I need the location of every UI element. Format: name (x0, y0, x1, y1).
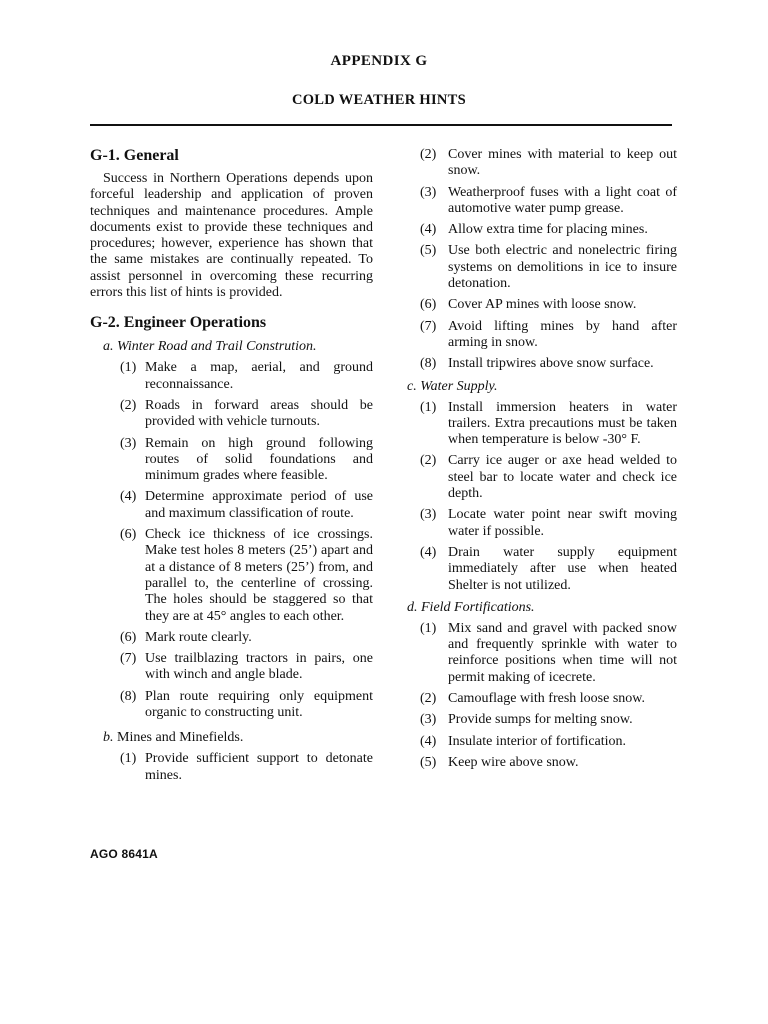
item-number: (6) (120, 527, 137, 543)
item-number: (8) (120, 688, 137, 704)
item-text: Mix sand and gravel with packed snow and frequently sprinkle with water to reinforce positions when time will not permit making of icecrete. (448, 620, 677, 685)
list-item (407, 319, 677, 352)
list-item (90, 527, 373, 625)
list-item (407, 755, 677, 771)
list-item (407, 545, 677, 594)
item-text: Mark route clearly. (145, 629, 252, 645)
subsection-letter: c. (407, 378, 417, 394)
page-title: COLD WEATHER HINTS (291, 92, 467, 108)
list-item (407, 712, 677, 728)
item-text: Cover mines with material to keep out snow. (448, 147, 677, 179)
item-text: Roads in forward areas should be provided with vehicle turnouts. (145, 397, 373, 430)
list-item (407, 222, 677, 238)
item-number: (4) (420, 222, 437, 238)
item-list-b (90, 751, 373, 784)
list-item (407, 400, 677, 449)
item-number: (2) (120, 397, 137, 413)
item-number: (2) (420, 147, 437, 162)
subsection-letter: b. (103, 730, 114, 746)
section-heading-g1: G-1. General (90, 147, 179, 164)
appendix-label: APPENDIX G (330, 53, 428, 69)
item-text: Insulate interior of fortification. (448, 733, 627, 749)
subsection-title: Field Fortifications. (421, 599, 535, 615)
item-number: (3) (420, 184, 437, 200)
subsection-letter: d. (407, 599, 418, 615)
subsection-title: Mines and Minefields. (117, 730, 244, 746)
list-item (407, 243, 677, 292)
item-text: Provide sumps for melting snow. (448, 712, 633, 728)
subsection-title: Winter Road and Trail Constrution. (117, 339, 317, 355)
item-text: Install tripwires above snow surface. (448, 356, 654, 372)
item-number: (7) (420, 318, 437, 334)
subsection-heading-a (90, 338, 373, 355)
item-text: Locate water point near swift moving water if possible. (448, 507, 677, 539)
item-number: (3) (420, 712, 437, 728)
list-item (407, 621, 677, 686)
item-text: Plan route requiring only equipment organic to constructing unit. (145, 688, 373, 721)
list-item (90, 360, 373, 393)
list-item (90, 651, 373, 684)
subsection-heading-c (407, 378, 677, 395)
item-number: (7) (120, 651, 137, 667)
item-text: Carry ice auger or axe head welded to steel bar to locate water and check ice depth. (448, 453, 677, 502)
item-number: (4) (420, 733, 437, 749)
list-item (90, 489, 373, 522)
list-item (407, 691, 677, 707)
list-item (407, 297, 677, 313)
item-number: (1) (420, 620, 437, 636)
item-text: Camouflage with fresh loose snow. (448, 691, 645, 707)
item-list-d (407, 621, 677, 771)
item-text: Weatherproof fuses with a light coat of automotive water pump grease. (448, 184, 677, 216)
item-text: Check ice thickness of ice crossings. Make test holes 8 meters (25’) apart and at a distance of 8 meters (25’) from, and parallel to, the centerline of crossing. The holes should be staggered so that they are at 45° angles to each other. (145, 527, 373, 624)
item-text: Determine approximate period of use and maximum classification of route. (145, 489, 373, 521)
item-number: (4) (120, 489, 137, 505)
item-number: (1) (120, 751, 137, 767)
section-body-g1: Success in Northern Operations depends upon forceful leadership and application of proven techniques and maintenance procedures. Ample documents exist to provide these techniques and procedures; however, experience has shown that the same mistakes are continually repeated. To assist personnel in overcoming these recurring errors this list of hints is provided. (90, 171, 373, 301)
item-number: (1) (120, 360, 137, 376)
list-item (407, 453, 677, 502)
item-number: (3) (120, 435, 137, 451)
item-number: (3) (420, 507, 437, 523)
item-text: Allow extra time for placing mines. (448, 222, 648, 238)
item-text: Avoid lifting mines by hand after arming in snow. (448, 318, 677, 350)
subsection-letter: a. (103, 339, 114, 355)
item-number: (1) (420, 399, 437, 415)
right-column (407, 147, 677, 776)
document-code: AGO 8641A (90, 847, 158, 861)
subsection-heading-b (90, 729, 373, 746)
item-number: (5) (420, 243, 437, 259)
item-number: (4) (420, 544, 437, 560)
item-list-a (90, 360, 373, 721)
list-item (90, 398, 373, 431)
subsection-title: Water Supply. (420, 378, 498, 394)
horizontal-divider (90, 124, 672, 126)
item-number: (2) (420, 453, 437, 469)
list-item (407, 507, 677, 540)
item-text: Cover AP mines with loose snow. (448, 297, 637, 313)
list-item (90, 436, 373, 485)
item-text: Use both electric and nonelectric firing systems on demolitions in ice to insure detonation. (448, 243, 677, 292)
item-text: Make a map, aerial, and ground reconnaissance. (145, 360, 373, 392)
item-number: (2) (420, 691, 437, 707)
item-number: (5) (420, 754, 437, 770)
item-list-c (407, 400, 677, 594)
item-text: Drain water supply equipment immediately after use when heated Shelter is not utilized. (448, 544, 677, 593)
list-item (407, 734, 677, 750)
item-text: Provide sufficient support to detonate mines. (145, 751, 373, 783)
item-list-b-continued (407, 147, 677, 373)
item-text: Remain on high ground following routes of solid foundations and minimum grades where feasible. (145, 435, 373, 484)
section-heading-g2: G-2. Engineer Operations (90, 314, 267, 332)
item-text: Install immersion heaters in water trailers. Extra precautions must be taken when temperature is below -30° F. (448, 399, 677, 448)
left-column (90, 147, 373, 789)
subsection-heading-d (407, 599, 677, 616)
item-text: Use trailblazing tractors in pairs, one with winch and angle blade. (145, 651, 373, 683)
item-number: (6) (120, 629, 137, 645)
list-item (407, 356, 677, 372)
item-text: Keep wire above snow. (448, 754, 579, 770)
list-item (90, 689, 373, 722)
list-item (407, 147, 677, 180)
list-item (90, 751, 373, 784)
item-number: (6) (420, 297, 437, 313)
item-number: (8) (420, 356, 437, 372)
list-item (90, 630, 373, 646)
list-item (407, 185, 677, 218)
